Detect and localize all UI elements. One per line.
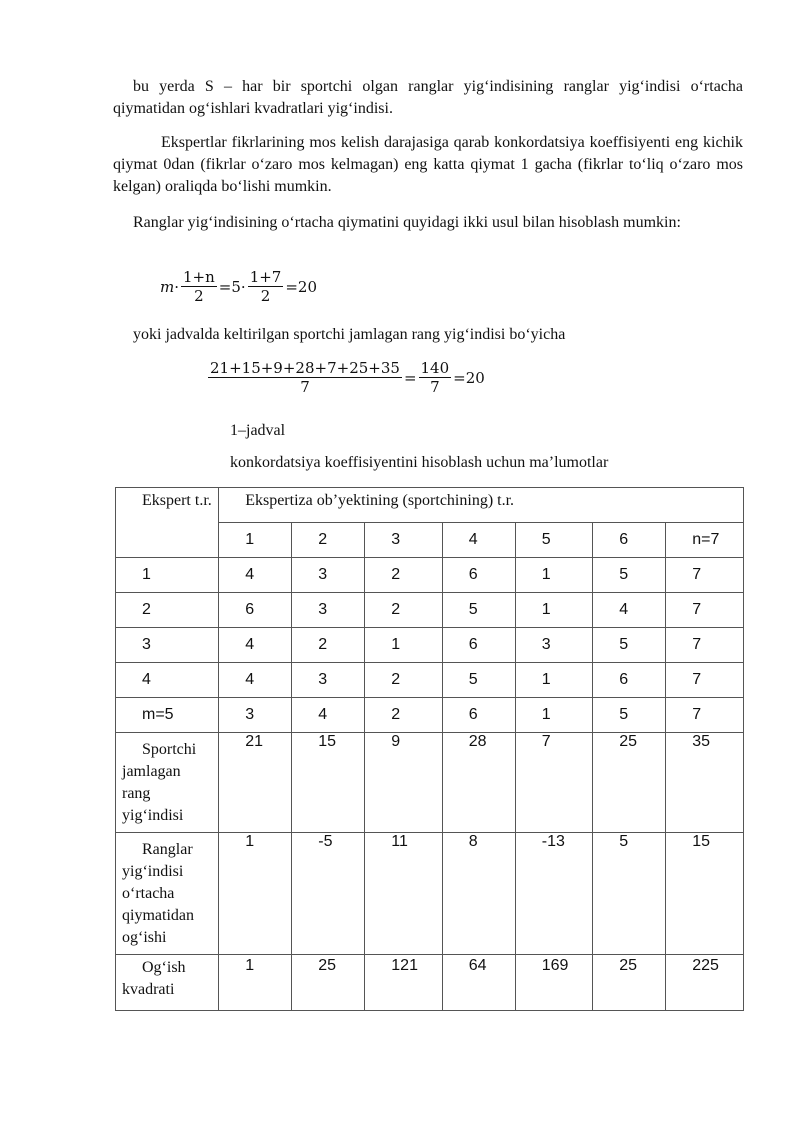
table-cell: -5 [292,833,365,955]
table-cell: 6 [442,628,515,663]
formula-result: =20 [453,368,485,387]
table-cell: 4 [219,663,292,698]
table-row [116,955,744,1011]
table-cell: 225 [666,955,744,1011]
table-cell: 5 [442,663,515,698]
table-cell: 2 [365,698,442,733]
table-cell: 1 [515,698,592,733]
table-cell: 4 [593,593,666,628]
table-cell: 4 [219,558,292,593]
table-cell: 7 [666,593,744,628]
table-cell: 3 [515,628,592,663]
table-cell: 15 [292,733,365,833]
table-cell: 7 [666,628,744,663]
table-cell: 3 [292,663,365,698]
row-label: Sportchi jamlagan rang yig‘indisi [116,733,219,833]
table-cell: 1 [515,558,592,593]
row-label: 3 [116,628,219,663]
table-cell: 1 [515,663,592,698]
column-header: 6 [593,523,666,558]
table-cell: 4 [292,698,365,733]
table-corner-header: Ekspert t.r. [116,488,219,558]
table-cell: 169 [515,955,592,1011]
table-cell: 7 [666,663,744,698]
row-label: Ranglar yig‘indisi o‘rtacha qiymatidan og‘ishi [116,833,219,955]
row-label: 1 [116,558,219,593]
table-cell: 6 [593,663,666,698]
formula-fraction [419,359,452,396]
table-cell: 9 [365,733,442,833]
table-cell: 1 [515,593,592,628]
table-group-header: Ekspertiza ob’yektining (sportchining) t.r. [219,488,744,523]
column-header: 5 [515,523,592,558]
paragraph-text: bu yerda S – har bir sportchi olgan ranglar yig‘indisining ranglar yig‘indisi o‘rtacha qiymatidan og‘ishlari kvadratlari yig‘indisi. [113,78,743,117]
table-cell: 3 [292,558,365,593]
table-cell: 64 [442,955,515,1011]
paragraph-definition [113,76,743,120]
table-cell: 5 [593,833,666,955]
column-header: 3 [365,523,442,558]
table-cell: 1 [219,833,292,955]
table-row [116,833,744,955]
table-row [116,558,744,593]
table-cell: 2 [365,558,442,593]
table-cell: 5 [593,698,666,733]
formula-operator: =5· [218,277,246,296]
row-label: 2 [116,593,219,628]
formula-operator: · [174,277,180,296]
formula-result: =20 [285,277,317,296]
table-row [116,663,744,698]
table-cell: 21 [219,733,292,833]
formula-fraction [208,359,402,396]
table-cell: 7 [666,558,744,593]
row-label: m=5 [116,698,219,733]
table-cell: 2 [365,593,442,628]
table-cell: 7 [666,698,744,733]
paragraph-table-method [113,324,743,346]
table-title: konkordatsiya koeffisiyentini hisoblash uchun ma’lumotlar [230,454,609,471]
fraction-denominator: 7 [300,378,310,396]
column-header: 1 [219,523,292,558]
fraction-numerator: 1+7 [249,268,282,286]
table-number: 1–jadval [230,422,286,439]
table-cell: 8 [442,833,515,955]
formula-fraction [248,268,284,305]
table-row [116,593,744,628]
table-cell: 6 [219,593,292,628]
table-cell: 121 [365,955,442,1011]
table-cell: 5 [442,593,515,628]
table-cell: 25 [593,955,666,1011]
table-cell: 15 [666,833,744,955]
table-cell: 5 [593,628,666,663]
table-cell: 25 [593,733,666,833]
formula-variable: m [160,277,175,296]
table-cell: 6 [442,558,515,593]
table-cell: 35 [666,733,744,833]
row-label: 4 [116,663,219,698]
table-cell: 2 [292,628,365,663]
formula-mean-1 [160,268,317,305]
table-cell: 7 [515,733,592,833]
column-header: 2 [292,523,365,558]
fraction-denominator: 2 [260,287,271,305]
table-header-row [116,488,744,523]
table-row [116,698,744,733]
table-cell: 3 [292,593,365,628]
paragraph-methods [113,212,743,234]
table-cell: 28 [442,733,515,833]
table-cell: 1 [219,955,292,1011]
formula-fraction [181,268,217,305]
paragraph-text: Ekspertlar fikrlarining mos kelish darajasiga qarab konkordatsiya koeffisiyenti eng kichik qiymat 0dan (fikrlar o‘zaro mos kelmagan) eng katta qiymat 1 gacha (fikrlar to‘liq o‘zaro mos kelgan) oraliqda bo‘lishi mumkin. [113,134,743,195]
fraction-numerator: 1+n [183,268,215,286]
table-cell: 1 [365,628,442,663]
table-cell: 6 [442,698,515,733]
fraction-denominator: 2 [194,287,204,305]
fraction-numerator: 140 [420,359,450,377]
table-row [116,628,744,663]
paragraph-text: yoki jadvalda keltirilgan sportchi jamlagan rang yig‘indisi bo‘yicha [133,326,566,343]
table-cell: 11 [365,833,442,955]
paragraph-concordance-range [113,132,743,198]
concordance-data-table [115,487,744,1011]
row-label: Og‘ish kvadrati [116,955,219,1011]
table-cell: 4 [219,628,292,663]
table-cell: 25 [292,955,365,1011]
formula-mean-2 [206,359,485,396]
fraction-denominator: 7 [430,378,440,396]
table-row [116,733,744,833]
paragraph-text: Ranglar yig‘indisining o‘rtacha qiymatini quyidagi ikki usul bilan hisoblash mumkin: [133,214,681,231]
formula-operator: = [403,368,417,387]
fraction-numerator: 21+15+9+28+7+25+35 [210,359,400,377]
table-cell: 3 [219,698,292,733]
table-cell: -13 [515,833,592,955]
table-cell: 2 [365,663,442,698]
column-header: 4 [442,523,515,558]
column-header: n=7 [666,523,744,558]
table-cell: 5 [593,558,666,593]
